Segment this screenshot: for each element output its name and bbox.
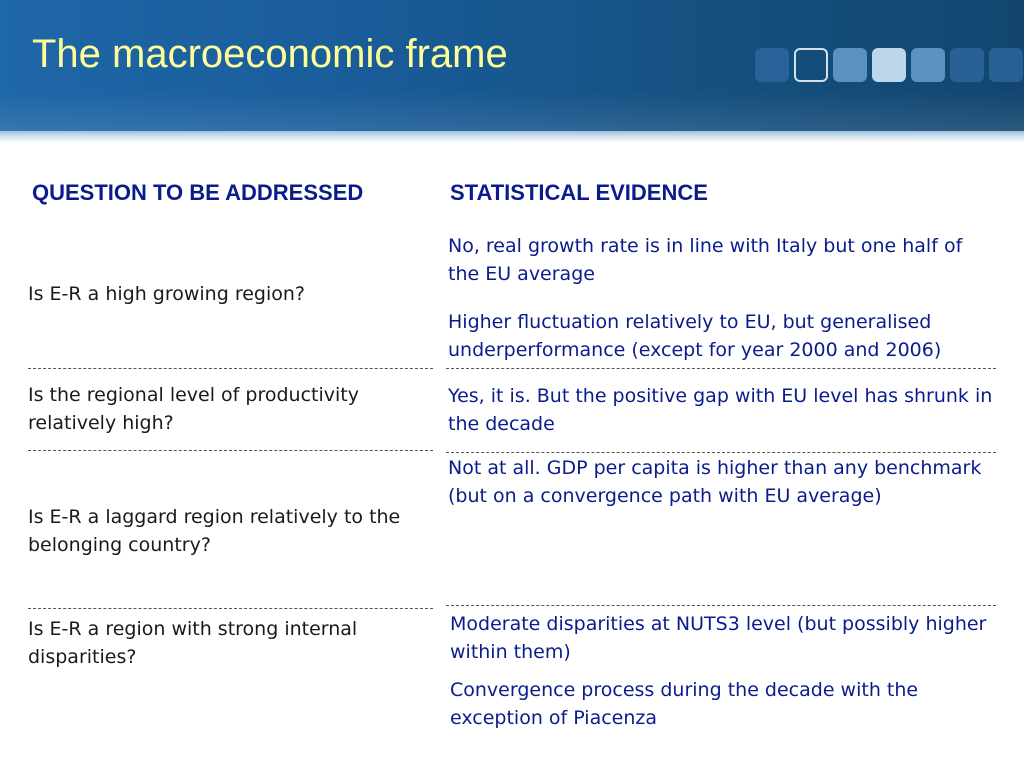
deco-square-icon <box>989 48 1023 82</box>
evidence-column-header: STATISTICAL EVIDENCE <box>450 180 708 205</box>
deco-square-icon <box>794 48 828 82</box>
question-text: Is E-R a high growing region? <box>28 283 306 305</box>
deco-square-icon <box>755 48 789 82</box>
evidence-text: Higher fluctuation relatively to EU, but generalised underperformance (except for year 2000 and 2006) <box>448 311 942 361</box>
row-divider <box>28 450 433 451</box>
question-text: Is E-R a laggard region relatively to the belonging country? <box>28 506 401 556</box>
row-divider <box>28 608 433 609</box>
question-text: Is the regional level of productivity relatively high? <box>28 384 359 434</box>
deco-square-icon <box>911 48 945 82</box>
deco-square-icon <box>872 48 906 82</box>
deco-square-icon <box>950 48 984 82</box>
row-divider <box>446 605 996 606</box>
header-divider <box>0 131 1024 143</box>
row-divider <box>446 452 996 453</box>
slide-header <box>0 0 1024 131</box>
slide-title: The macroeconomic frame <box>32 32 508 76</box>
evidence-text: Moderate disparities at NUTS3 level (but possibly higher within them) <box>450 613 987 663</box>
decorative-squares <box>755 48 1023 82</box>
deco-square-icon <box>833 48 867 82</box>
question-text: Is E-R a region with strong internal disparities? <box>28 618 358 668</box>
evidence-text: Not at all. GDP per capita is higher than any benchmark (but on a convergence path with EU average) <box>448 457 982 507</box>
evidence-text: No, real growth rate is in line with Italy but one half of the EU average <box>448 235 963 285</box>
row-divider <box>28 368 433 369</box>
evidence-text: Convergence process during the decade with the exception of Piacenza <box>450 679 919 729</box>
row-divider <box>446 368 996 369</box>
question-column-header: QUESTION TO BE ADDRESSED <box>32 180 364 205</box>
evidence-text: Yes, it is. But the positive gap with EU level has shrunk in the decade <box>448 385 993 435</box>
